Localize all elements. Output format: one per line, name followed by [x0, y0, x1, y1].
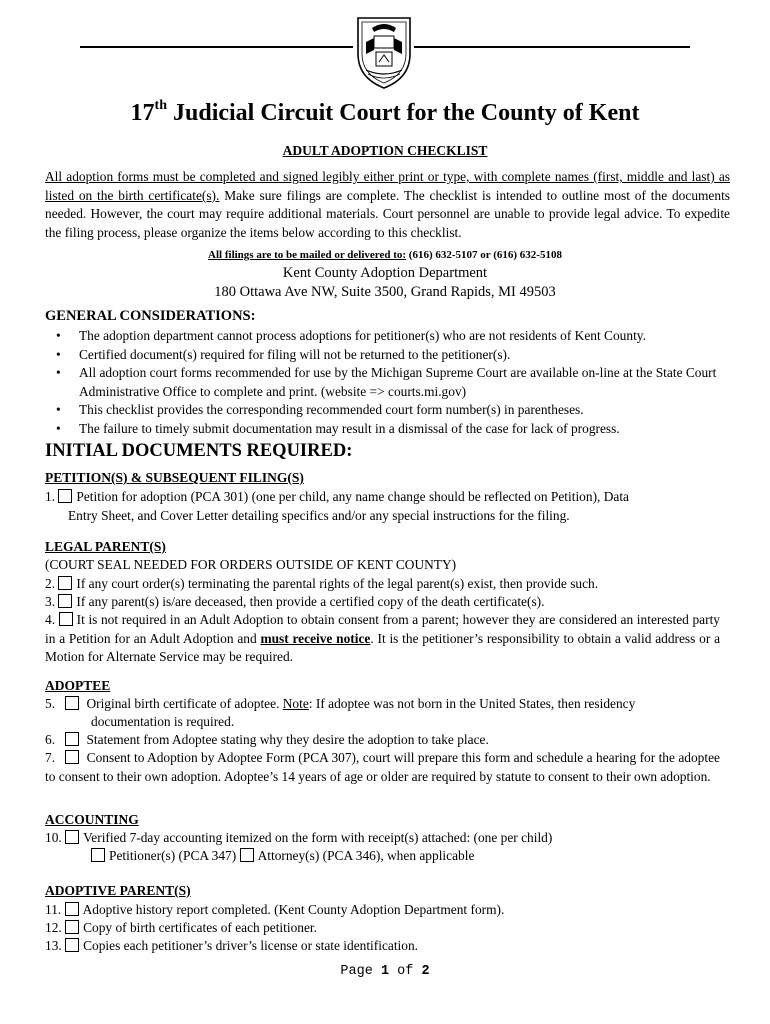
adoptive-parent-heading: ADOPTIVE PARENT(S) [45, 883, 191, 898]
bullet-icon: • [56, 328, 61, 343]
bullet-icon: • [56, 402, 61, 417]
page-title: 17th Judicial Circuit Court for the County of Kent [130, 98, 640, 126]
intro-rest: Make sure filings are complete. The checklist is intended to outline most of the documents needed. However, the court may require additional materials. Court personnel are unable to provide legal advice. To expedite the filing process, please organize the items below according to this checklist. [45, 187, 730, 241]
checkbox-item-4[interactable] [59, 612, 73, 626]
checklist-item-3: 3. If any parent(s) is/are deceased, then provide a certified copy of the death certificate(s). [45, 594, 545, 609]
checklist-subtitle: ADULT ADOPTION CHECKLIST [282, 143, 488, 158]
bullet-icon: • [56, 365, 61, 380]
checklist-item-1-cont: Entry Sheet, and Cover Letter detailing specifics and/or any special instructions for the filing. [68, 508, 570, 523]
accounting-heading: ACCOUNTING [45, 812, 139, 827]
header-rule-left [80, 46, 353, 48]
checkbox-item-12[interactable] [65, 920, 79, 934]
legal-parent-heading: LEGAL PARENT(S) [45, 539, 166, 554]
checkbox-item-3[interactable] [58, 594, 72, 608]
checkbox-attorney[interactable] [240, 848, 254, 862]
petition-heading: PETITION(S) & SUBSEQUENT FILING(S) [45, 470, 304, 485]
initial-docs-heading: INITIAL DOCUMENTS REQUIRED: [45, 441, 353, 461]
department-name: Kent County Adoption Department [282, 265, 488, 281]
general-list [45, 327, 735, 438]
checklist-item-2: 2. If any court order(s) terminating the parental rights of the legal parent(s) exist, then provide such. [45, 576, 599, 591]
checklist-item-12: 12. Copy of birth certificates of each petitioner. [45, 920, 317, 935]
checklist-item-10: 10. Verified 7-day accounting itemized on the form with receipt(s) attached: (one per child) [45, 830, 553, 845]
checkbox-item-10[interactable] [65, 830, 79, 844]
list-item: • The adoption department cannot process adoptions for petitioner(s) who are not residents of Kent County. [45, 327, 735, 346]
checkbox-item-13[interactable] [65, 938, 79, 952]
checklist-item-1: 1. Petition for adoption (PCA 301) (one per child, any name change should be reflected on Petition), Data [45, 489, 629, 504]
list-item: • All adoption court forms recommended for use by the Michigan Supreme Court are available on-line at the State Court Administrative Office to complete and print. (website => courts.mi.gov) [56, 365, 717, 399]
general-heading: GENERAL CONSIDERATIONS: [45, 308, 256, 324]
checklist-item-7: 7. Consent to Adoption by Adoptee Form (PCA 307), court will prepare this form and schedule a hearing for the adoptee to consent to their own adoption. Adoptee’s 14 years of age or older are required by statute to consent to their own adoption. [45, 750, 720, 784]
checklist-item-5-cont: documentation is required. [91, 714, 235, 729]
checklist-item-13: 13. Copies each petitioner’s driver’s license or state identification. [45, 938, 419, 953]
checklist-item-4: 4. It is not required in an Adult Adoption to obtain consent from a parent; however they are considered an interested party in a Petition for an Adult Adoption and must receive notice. It is the petitioner’s responsibility to obtain a valid address or a Motion for Alternate Service may be required. [45, 612, 721, 664]
intro-paragraph [45, 168, 730, 243]
checkbox-item-1[interactable] [58, 489, 72, 503]
department-street: 180 Ottawa Ave NW, Suite 3500, Grand Rapids, MI 49503 [214, 283, 556, 300]
accounting-options: Petitioner(s) (PCA 347) Attorney(s) (PCA 346), when applicable [91, 847, 770, 866]
must-receive-notice: must receive notice [260, 630, 371, 646]
checkbox-item-2[interactable] [58, 576, 72, 590]
checkbox-item-7[interactable] [65, 750, 79, 764]
checkbox-petitioner[interactable] [91, 848, 105, 862]
list-item: • The failure to timely submit documentation may result in a dismissal of the case for lack of progress. [45, 420, 735, 439]
checklist-item-6: 6. Statement from Adoptee stating why they desire the adoption to take place. [45, 732, 489, 747]
checkbox-item-11[interactable] [65, 902, 79, 916]
checklist-item-5: 5. Original birth certificate of adoptee. Note: If adoptee was not born in the United States, then residency [45, 696, 636, 711]
list-item: • Certified document(s) required for filing will not be returned to the petitioner(s). [45, 346, 735, 365]
intro-underlined: All adoption forms must be completed and signed legibly either print or type, with complete names (first, middle and last) as listed on the birth certificate(s). [45, 169, 730, 203]
checkbox-item-5[interactable] [65, 696, 79, 710]
mailing-line: All filings are to be mailed or delivered to: (616) 632-5107 or (616) 632-5108 [208, 249, 562, 261]
bullet-icon: • [56, 420, 61, 436]
header-rule-right [414, 46, 690, 48]
adoptee-heading: ADOPTEE [45, 678, 111, 693]
checklist-item-11: 11. Adoptive history report completed. (Kent County Adoption Department form). [45, 902, 505, 917]
department-address [0, 264, 770, 301]
bullet-icon: • [56, 346, 61, 362]
page-footer: Page 1 of 2 [340, 964, 430, 979]
list-item: • This checklist provides the corresponding recommended court form number(s) in parentheses. [45, 401, 735, 420]
legal-parent-note: (COURT SEAL NEEDED FOR ORDERS OUTSIDE OF KENT COUNTY) [45, 557, 457, 572]
checkbox-item-6[interactable] [65, 732, 79, 746]
michigan-seal-icon [352, 14, 416, 90]
